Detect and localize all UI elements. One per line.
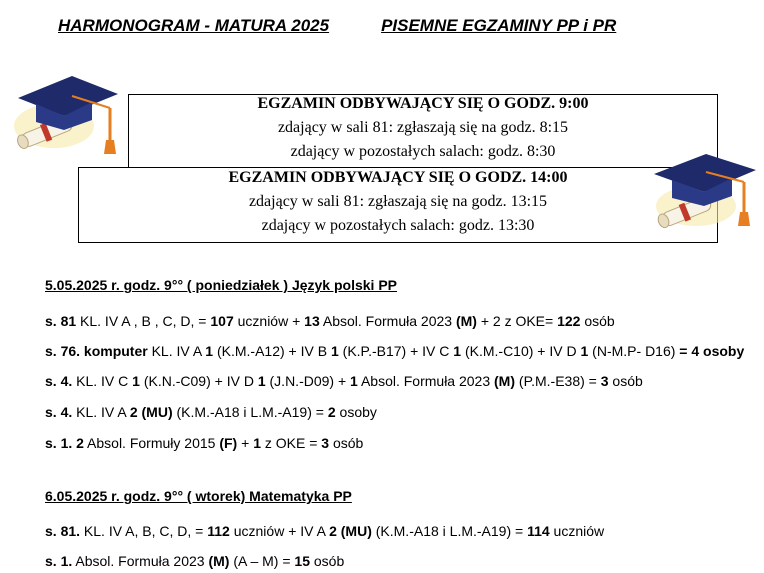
exam-9-line-2: zdający w pozostałych salach: godz. 8:30	[290, 143, 556, 160]
graduation-cap-icon-2	[648, 148, 760, 232]
header-title: HARMONOGRAM - MATURA 2025	[58, 16, 330, 35]
day-1-row-2: s. 76. komputer KL. IV A 1 (K.M.-A12) + IV B 1 (K.P.-B17) + IV C 1 (K.M.-C10) + IV D 1 (N-M.P- D16) = 4 osoby	[45, 343, 745, 359]
room: s. 81.	[45, 523, 81, 539]
header-subtitle: PISEMNE EGZAMINY PP i PR	[381, 16, 617, 35]
exam-9-title: EGZAMIN ODBYWAJĄCY SIĘ O GODZ. 9:00	[257, 95, 589, 112]
page-header	[58, 16, 616, 36]
room: s. 4.	[45, 373, 73, 389]
exam-14-box	[78, 167, 718, 243]
exam-9-box	[128, 94, 718, 167]
day-1-title: 5.05.2025 r. godz. 9°° ( poniedziałek ) Język polski PP	[45, 277, 398, 293]
day-1-row-4: s. 4. KL. IV A 2 (MU) (K.M.-A18 i L.M.-A19) = 2 osoby	[45, 404, 377, 420]
graduation-cap-icon	[10, 64, 122, 156]
room: s. 1.	[45, 553, 73, 569]
day-2-row-2: s. 1. Absol. Formuła 2023 (M) (A – M) = 15 osób	[45, 553, 345, 569]
exam-9-line-1: zdający w sali 81: zgłaszają się na godz. 8:15	[277, 119, 569, 136]
exam-14-line-1: zdający w sali 81: zgłaszają się na godz. 13:15	[248, 193, 548, 210]
room: s. 4.	[45, 404, 73, 420]
day-1-row-1: s. 81 KL. IV A , B , C, D, = 107 uczniów + 13 Absol. Formuła 2023 (M) + 2 z OKE= 122 osób	[45, 313, 615, 329]
day-2-title: 6.05.2025 r. godz. 9°° ( wtorek) Matematyka PP	[45, 488, 352, 504]
exam-14-title: EGZAMIN ODBYWAJĄCY SIĘ O GODZ. 14:00	[228, 169, 568, 186]
room: s. 1. 2	[45, 435, 84, 451]
room: s. 76. komputer	[45, 343, 148, 359]
room: s. 81	[45, 313, 77, 329]
exam-14-line-2: zdający w pozostałych salach: godz. 13:30	[261, 217, 535, 234]
day-1-row-5: s. 1. 2 Absol. Formuły 2015 (F) + 1 z OKE = 3 osób	[45, 435, 364, 451]
day-2-row-1: s. 81. KL. IV A, B, C, D, = 112 uczniów + IV A 2 (MU) (K.M.-A18 i L.M.-A19) = 114 uczniów	[45, 523, 605, 539]
day-1-row-3: s. 4. KL. IV C 1 (K.N.-C09) + IV D 1 (J.N.-D09) + 1 Absol. Formuła 2023 (M) (P.M.-E38) = 3 osób	[45, 373, 643, 389]
